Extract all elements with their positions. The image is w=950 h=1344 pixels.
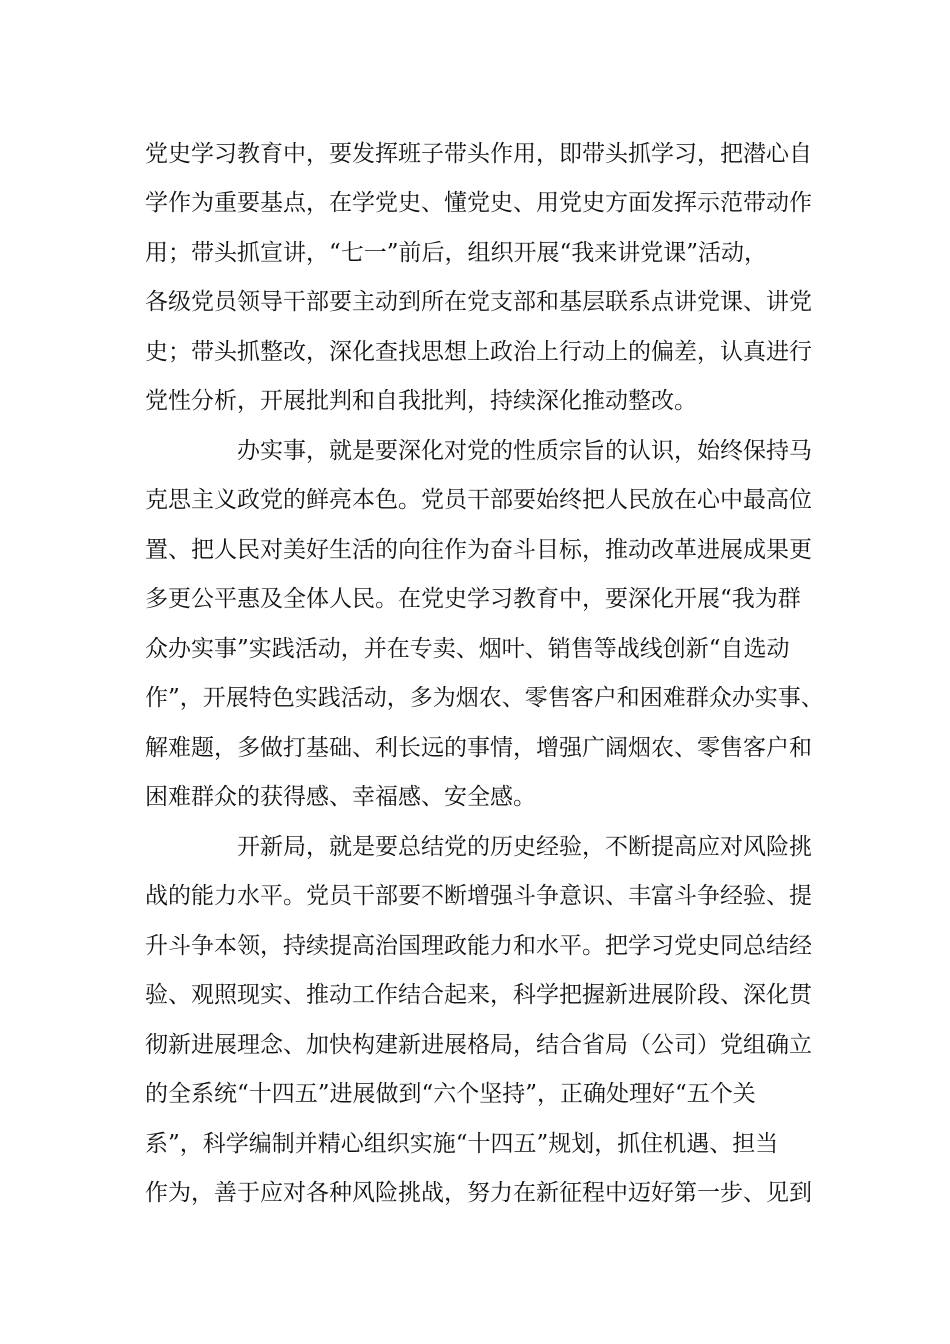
paragraph-line: 置、把人民对美好生活的向往作为奋斗目标，推动改革进展成果更 (145, 537, 812, 563)
paragraph-line: 系”，科学编制并精心组织实施“十四五”规划，抓住机遇、担当 (145, 1131, 779, 1157)
paragraph-line: 作”，开展特色实践活动，多为烟农、零售客户和困难群众办实事、 (145, 685, 824, 711)
paragraph-first-line: 开新局，就是要总结党的历史经验，不断提高应对风险挑 (237, 834, 812, 860)
paragraph-line: 战的能力水平。党员干部要不断增强斗争意识、丰富斗争经验、提 (145, 883, 812, 909)
paragraph-line: 困难群众的获得感、幸福感、安全感。 (145, 784, 536, 810)
paragraph-line: 验、观照现实、推动工作结合起来，科学把握新进展阶段、深化贯 (145, 982, 812, 1008)
paragraph-line: 党性分析，开展批判和自我批判，持续深化推动整改。 (145, 388, 697, 414)
paragraph-line: 用；带头抓宣讲，“七一”前后，组织开展“我来讲党课”活动， (145, 240, 768, 266)
paragraph-line: 的全系统“十四五”进展做到“六个坚持”，正确处理好“五个关 (145, 1081, 756, 1107)
paragraph-line: 升斗争本领，持续提高治国理政能力和水平。把学习党史同总结经 (145, 933, 812, 959)
paragraph-line: 解难题，多做打基础、利长远的事情，增强广阔烟农、零售客户和 (145, 735, 812, 761)
paragraph-line: 克思主义政党的鲜亮本色。党员干部要始终把人民放在心中最高位 (145, 487, 812, 513)
paragraph-line: 众办实事”实践活动，并在专卖、烟叶、销售等战线创新“自选动 (145, 636, 790, 662)
paragraph-line: 彻新进展理念、加快构建新进展格局，结合省局（公司）党组确立 (145, 1032, 812, 1058)
paragraph-line: 各级党员领导干部要主动到所在党支部和基层联系点讲党课、讲党 (145, 289, 812, 315)
paragraph-line: 作为，善于应对各种风险挑战，努力在新征程中迈好第一步、见到 (145, 1180, 812, 1206)
paragraph-line: 史；带头抓整改，深化查找思想上政治上行动上的偏差，认真进行 (145, 339, 812, 365)
paragraph-line: 多更公平惠及全体人民。在党史学习教育中，要深化开展“我为群 (145, 586, 801, 612)
paragraph-line: 党史学习教育中，要发挥班子带头作用，即带头抓学习，把潜心自 (145, 141, 812, 167)
paragraph-line: 学作为重要基点，在学党史、懂党史、用党史方面发挥示范带动作 (145, 190, 812, 216)
paragraph-first-line: 办实事，就是要深化对党的性质宗旨的认识，始终保持马 (237, 438, 812, 464)
